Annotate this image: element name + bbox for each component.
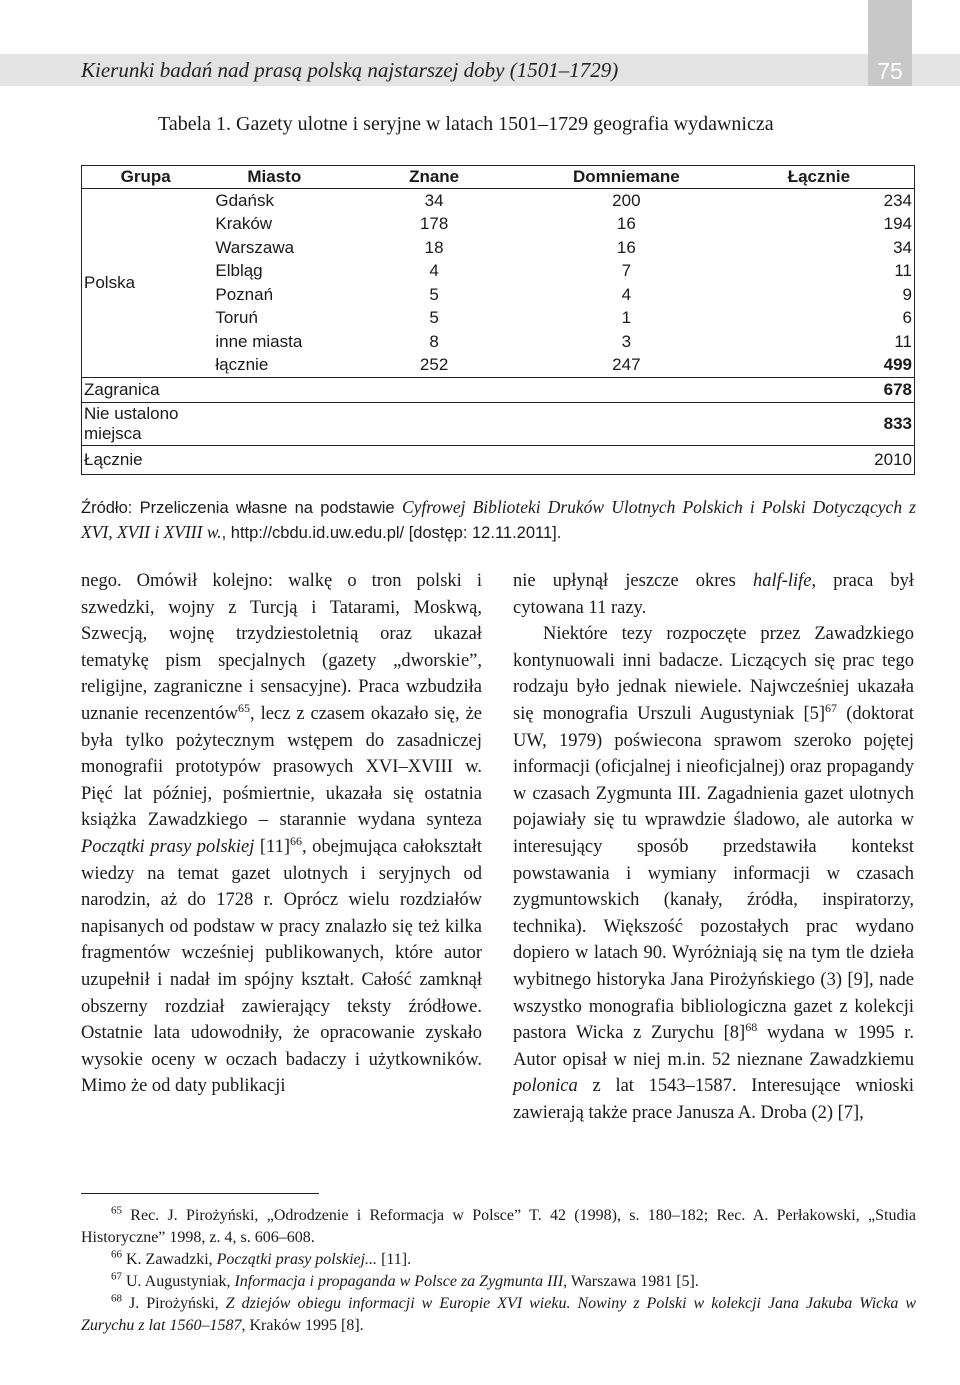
- running-head: Kierunki badań nad prasą polską najstarszej doby (1501–1729): [81, 58, 619, 82]
- page-number: 75: [877, 58, 903, 84]
- total-cell: 6: [724, 307, 915, 331]
- body-column-left: [81, 568, 482, 1100]
- known-cell: 252: [419, 355, 449, 375]
- footnote: $^{65}$ Rec. J. Pirożyński, „Odrodzenie i Reformacja w Polsce” T. 42 (1998), s. 180–182; Rec. A. Perłakowski, „Studia Historyczne” 1998, z. 4, s. 606–608.: [81, 1204, 916, 1246]
- table-row: [82, 445, 915, 474]
- book-title: Początki prasy polskiej: [81, 836, 255, 857]
- table-row: [82, 378, 915, 403]
- column-header: Domniemane: [529, 166, 724, 189]
- presumed-cell: 247: [612, 355, 641, 375]
- table-title: Tabela 1. Gazety ulotne i seryjne w latach 1501–1729 geografia wydawnicza: [158, 113, 774, 135]
- footnote-divider: [81, 1193, 319, 1194]
- group-cell: Polska: [82, 189, 210, 378]
- total-cell: 194: [724, 213, 915, 237]
- paragraph: nie upłynął jeszcze okres half-life, praca był cytowana 11 razy.: [513, 571, 915, 618]
- column-header: Grupa: [82, 166, 210, 189]
- known-cell: 5: [429, 284, 439, 304]
- paragraph: nego. Omówił kolejno: walkę o tron polski i szwedzki, wojny z Turcją i Tatarami, Moskwą, Szwecją, wojnę trzydziestoletnią oraz ukazał tematykę pism specjalnych (gazety „dworskie”, religijne, zagraniczne i sensacyjne). Praca wzbudziła uznanie recenzentów$^{65}$, lecz z czasem okazało się, że była tylko pożytecznym wstępem do zasadniczej monografii prototypów prasowych XVI–XVIII w. Pięć lat później, pośmiertnie, ukazała się ostatnia książka Zawadzkiego – starannie wydana synteza Początki prasy polskiej $[11]^{66}$, obejmująca całokształt wiedzy na temat gazet ulotnych i seryjnych od narodzin, aż do 1728 r. Oprócz wielu rozdziałów napisanych od podstaw w pracy znalazło się też kilka fragmentów wcześniej publikowanych, które autor uzupełnił i nadał im spójny kształt. Całość zamknął obszerny rozdział zawierający teksty źródłowe. Ostatnie lata udowodniły, że opracowanie zyskało wysokie oceny w oczach badaczy i użytkowników. Mimo że od daty publikacji: [81, 571, 482, 1097]
- total-cell: 678: [724, 378, 915, 403]
- footnote-ref: 66: [290, 833, 302, 848]
- city-cell: inne miasta: [215, 331, 303, 351]
- column-header: Łącznie: [724, 166, 915, 189]
- footnote-ref: 65: [237, 700, 250, 715]
- presumed-cell: 200: [612, 190, 641, 210]
- known-cell: 8: [429, 331, 439, 351]
- city-cell: Elbląg: [215, 261, 263, 281]
- group-cell: Zagranica: [82, 378, 210, 403]
- group-label-line: miejsca: [84, 423, 142, 443]
- total-cell: 2010: [724, 445, 915, 474]
- footnotes: [81, 1205, 916, 1337]
- table-row: [82, 402, 915, 445]
- group-cell: [82, 402, 210, 445]
- total-cell: 499: [724, 354, 915, 378]
- table-header-row: [82, 166, 915, 189]
- known-cell: 5: [429, 308, 439, 328]
- presumed-cell: 1: [621, 308, 632, 328]
- body-column-right: [513, 568, 914, 1126]
- group-cell: Łącznie: [82, 445, 210, 474]
- city-cell: Warszawa: [215, 237, 295, 257]
- city-cell: Kraków: [215, 214, 273, 234]
- known-cell: 18: [424, 237, 444, 257]
- presumed-cell: 3: [621, 331, 632, 351]
- presumed-cell: 4: [621, 284, 632, 304]
- table-row: [82, 189, 915, 213]
- known-cell: 178: [419, 214, 449, 234]
- total-cell: 234: [724, 189, 915, 213]
- footnote-ref: 68: [745, 1019, 758, 1034]
- total-cell: 11: [724, 330, 915, 354]
- footnote: $^{68}$ J. Pirożyński, Z dziejów obiegu informacji w Europie XVI wieku. Nowiny z Polski w kolekcji Jana Jakuba Wicka w Zurychu z lat 1560–1587, Kraków 1995 [8].: [81, 1292, 917, 1334]
- total-cell: 833: [724, 402, 915, 445]
- source-prefix: Źródło: Przeliczenia własne na podstawie: [81, 499, 402, 517]
- total-cell: 11: [724, 260, 915, 284]
- city-cell: łącznie: [215, 355, 269, 375]
- data-table: [81, 165, 915, 475]
- total-cell: 9: [724, 283, 915, 307]
- city-cell: Gdańsk: [215, 190, 274, 210]
- footnote-ref: 67: [825, 700, 838, 715]
- group-label-line: Nie ustalono: [84, 403, 179, 423]
- source-title: Cyfrowej Biblioteki Druków Ulotnych Polskich i Polski Dotyczących z XVI, XVII i XVIII w.: [81, 497, 916, 542]
- paragraph: Niektóre tezy rozpoczęte przez Zawadzkiego kontynuowali inni badacze. Liczących się prac tego rodzaju było jednak niewiele. Najwcześniej ukazała się monografia Urszuli Augustyniak $[5]^{67}$ (doktorat UW, 1979) poświecona sprawom szeroko pojętej informacji (oficjalnej i nieoficjalnej) oraz propagandy w czasach Zygmunta III. Zagadnienia gazet ulotnych pojawiały się tu wprawdzie śladowo, ale autorka w interesujący sposób przedstawiła kontekst powstawania i wymiany informacji w czasach zygmuntowskich (kanały, źródła, inspiratorzy, technika). Większość pozostałych prac wydano dopiero w latach 90. Wyróżniają się na tym tle dzieła wybitnego historyka Jana Pirożyńskiego (3) [9], nade wszystko monografia bibliologiczna gazet z kolekcji pastora Wicka z Zurychu $[8]^{68}$ wydana w 1995 r. Autor opisał w niej m.in. 52 nieznane Zawadzkiemu polonica z lat 1543–1587. Interesujące wnioski zawierają także prace Janusza A. Droba (2) [7],: [513, 624, 915, 1123]
- column-header: Miasto: [209, 166, 339, 189]
- footnote: $^{66}$ K. Zawadzki, Początki prasy polskiej... [11].: [111, 1248, 412, 1268]
- known-cell: 4: [429, 261, 439, 281]
- presumed-cell: 16: [616, 214, 636, 234]
- footnote: $^{67}$ U. Augustyniak, Informacja i propaganda w Polsce za Zygmunta III, Warszawa 1981 [5].: [111, 1270, 699, 1290]
- total-cell: 34: [724, 236, 915, 260]
- presumed-cell: 16: [616, 237, 636, 257]
- city-cell: Toruń: [215, 308, 258, 328]
- known-cell: 34: [424, 190, 444, 210]
- source-suffix: , http://cbdu.id.uw.edu.pl/ [dostęp: 12.11.2011].: [221, 524, 562, 542]
- table-source-note: [81, 495, 916, 545]
- column-header: Znane: [339, 166, 529, 189]
- city-cell: Poznań: [215, 284, 274, 304]
- presumed-cell: 7: [621, 261, 632, 281]
